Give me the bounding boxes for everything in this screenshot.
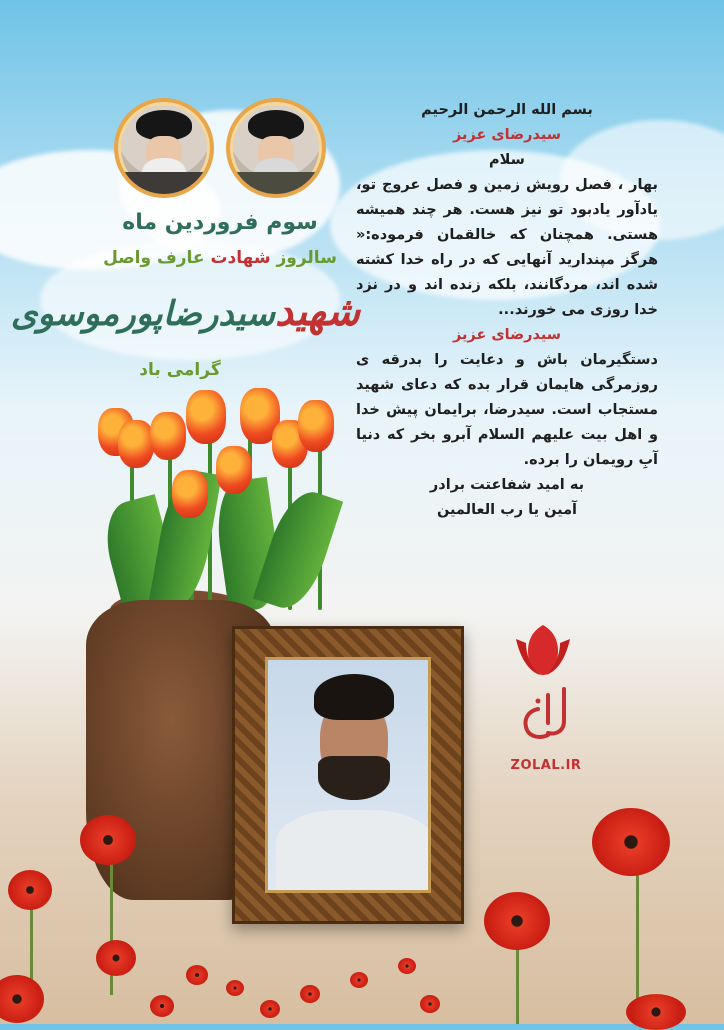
- site-url: ZOLAL.IR: [510, 758, 582, 773]
- anniversary-heading: [80, 248, 360, 268]
- anniversary-prefix: سالروز: [276, 248, 337, 268]
- zolal-calligraphy-logo: [518, 685, 574, 743]
- closing-2: آمین یا رب العالمین: [436, 502, 578, 518]
- addressee-1: سیدرضای عزیز: [452, 127, 562, 143]
- portrait-right: [226, 98, 326, 198]
- honor-text: گرامی باد: [139, 360, 221, 380]
- letter-body: [356, 98, 658, 523]
- martyr-name: سیدرضاپورموسوی: [10, 294, 275, 334]
- poppy-flower: [350, 972, 368, 988]
- martyr-name-heading: [10, 288, 360, 335]
- poppy-flower: [226, 980, 244, 996]
- poppy-flower: [8, 870, 52, 910]
- poppy-flower: [186, 965, 208, 985]
- poppy-flower: [484, 892, 550, 950]
- portrait-left: [114, 98, 214, 198]
- poppy-flower: [592, 808, 670, 876]
- poppy-flower: [0, 975, 44, 1023]
- poppy-flower: [300, 985, 320, 1003]
- tulip-flower: [150, 412, 186, 460]
- poppy-flower: [420, 995, 440, 1013]
- addressee-2: سیدرضای عزیز: [452, 327, 562, 343]
- tulip-flower: [186, 390, 226, 444]
- poppy-flower: [150, 995, 174, 1017]
- tulip-flower: [216, 446, 252, 494]
- month-heading: سوم فروردین ماه: [122, 210, 318, 235]
- tulip-flower: [298, 400, 334, 452]
- poppy-flower: [398, 958, 416, 974]
- poppy-flower: [260, 1000, 280, 1018]
- paragraph-2: دستگیرمان باش و دعایت را بدرقه ی روزمرگی هایمان قرار بده که دعای شهید مستجاب است. سیدرضا، برایمان پیش خدا و اهل بیت علیهم السلام آبرو بخر که دنیا آبِ رویمان را برده.: [356, 352, 658, 468]
- tulip-flower: [118, 420, 154, 468]
- poppy-flower: [80, 815, 136, 865]
- paragraph-1: بهار ، فصل رویش زمین و فصل عروج تو، یادآور یادبود تو نیز هست. هر چند همیشه هستی. همچنان که خالقمان فرموده:« هرگز مپندارید آنهایی که در راه خدا کشته شده اند، مردگانند، بلکه زنده اند و در نزد خدا روزی می خورند...: [356, 177, 658, 318]
- tulip-logo-icon: [510, 617, 576, 683]
- martyr-photo-frame: [232, 626, 464, 924]
- basmala: بسم الله الرحمن الرحیم: [421, 102, 593, 118]
- martyr-photo: [265, 657, 431, 893]
- tulip-flower: [172, 470, 208, 518]
- shahid-word: شهید: [274, 288, 360, 335]
- anniversary-suffix: عارف واصل: [103, 248, 205, 268]
- poppy-flower: [96, 940, 136, 976]
- closing-1: به امید شفاعتت برادر: [429, 477, 585, 493]
- salutation: سلام: [489, 152, 525, 168]
- poppy-flower: [626, 994, 686, 1030]
- anniversary-red: شهادت: [210, 248, 271, 268]
